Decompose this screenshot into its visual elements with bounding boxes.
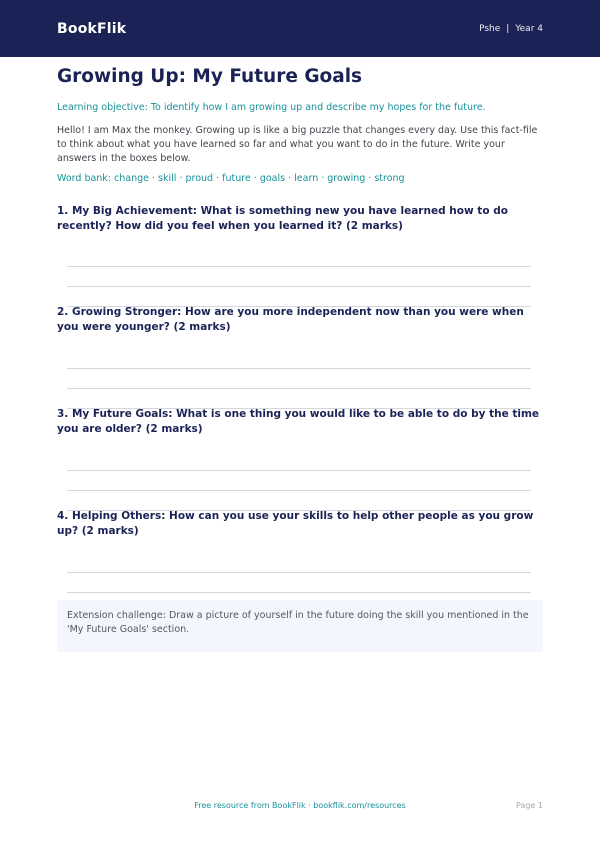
question-text: 3. My Future Goals: What is one thing you would like to be able to do by the time you are older? (2 marks)	[57, 408, 540, 435]
footer-source: Free resource from BookFlik · bookflik.com/resources	[194, 801, 406, 810]
answer-line[interactable]	[67, 286, 531, 287]
answer-line[interactable]	[67, 470, 531, 471]
answer-line[interactable]	[67, 572, 531, 573]
answer-line[interactable]	[67, 266, 531, 267]
intro-paragraph: Hello! I am Max the monkey. Growing up is like a big puzzle that changes every day. Use this fact-file to think about what you have learned so far and what you want to do in the future. Write your answers in the boxes below.	[57, 125, 538, 164]
page-footer	[0, 801, 600, 815]
question-text: 1. My Big Achievement: What is something new you have learned how to do recently? How did you feel when you learned it? (2 marks)	[57, 205, 508, 232]
question-text: 4. Helping Others: How can you use your skills to help other people as you grow up? (2 marks)	[57, 510, 534, 537]
learning-objective: Learning objective: To identify how I am growing up and describe my hopes for the future.	[57, 102, 486, 113]
extension-text: Extension challenge: Draw a picture of yourself in the future doing the skill you mentioned in the 'My Future Goals' section.	[67, 610, 529, 635]
year-label: Year 4	[515, 23, 543, 34]
subject-year	[479, 24, 543, 34]
subject-label: Pshe	[479, 23, 501, 34]
answer-line[interactable]	[67, 592, 531, 593]
answer-line[interactable]	[67, 490, 531, 491]
word-bank: Word bank: change · skill · proud · future · goals · learn · growing · strong	[57, 173, 405, 184]
intro-section	[57, 66, 543, 185]
question-1	[57, 204, 543, 233]
question-2	[57, 305, 543, 334]
page-header	[0, 0, 600, 57]
question-4	[57, 509, 543, 538]
extension-challenge	[57, 600, 543, 652]
question-3	[57, 407, 543, 436]
meta-separator: |	[506, 23, 510, 34]
answer-line[interactable]	[67, 368, 531, 369]
page-number: Page 1	[516, 801, 543, 810]
page-title: Growing Up: My Future Goals	[57, 66, 363, 87]
question-text: 2. Growing Stronger: How are you more independent now than you were when you were younger? (2 marks)	[57, 306, 524, 333]
brand-logo: BookFlik	[57, 20, 127, 37]
answer-line[interactable]	[67, 388, 531, 389]
